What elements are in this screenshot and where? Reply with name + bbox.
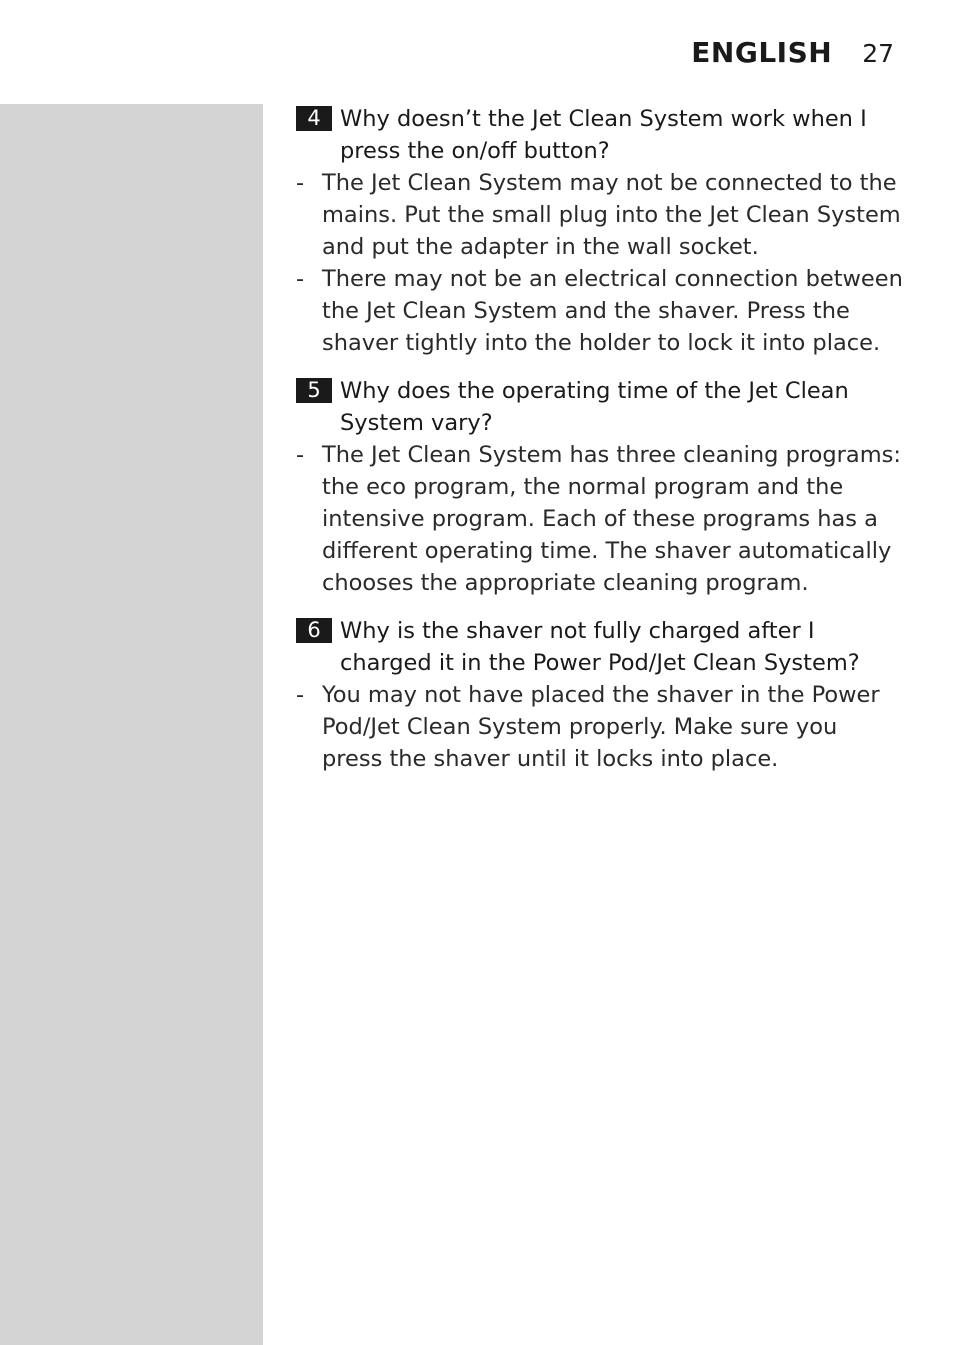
- question-text: Why doesn’t the Jet Clean System work when I press the on/off button?: [340, 106, 867, 164]
- answer-text: The Jet Clean System may not be connected to the mains. Put the small plug into the Jet Clean System and put the adapter in the wall socket.: [322, 170, 901, 260]
- answer-item: [296, 167, 904, 263]
- answer-item: [296, 263, 904, 359]
- answer-text: The Jet Clean System has three cleaning programs: the eco program, the normal program and the intensive program. Each of these programs has a different operating time. The shaver automatically chooses the appropriate cleaning program.: [322, 442, 901, 596]
- faq-question: [296, 615, 904, 679]
- faq-section-6: [296, 615, 904, 775]
- dash-bullet: -: [296, 442, 305, 468]
- answer-list: [296, 167, 904, 359]
- side-panel: [0, 104, 263, 1345]
- answer-text: There may not be an electrical connection between the Jet Clean System and the shaver. Press the shaver tightly into the holder to lock it into place.: [322, 266, 903, 356]
- faq-section-5: [296, 375, 904, 599]
- answer-item: [296, 439, 904, 599]
- answer-list: [296, 679, 904, 775]
- dash-bullet: -: [296, 682, 305, 708]
- page-number: 27: [862, 39, 894, 68]
- language-heading: ENGLISH: [691, 36, 833, 69]
- question-text: Why does the operating time of the Jet Clean System vary?: [340, 378, 849, 436]
- question-number-badge: 4: [296, 106, 332, 131]
- question-number-badge: 6: [296, 618, 332, 643]
- answer-list: [296, 439, 904, 599]
- answer-item: [296, 679, 904, 775]
- troubleshooting-content: [296, 103, 904, 791]
- question-text: Why is the shaver not fully charged after I charged it in the Power Pod/Jet Clean System?: [340, 618, 860, 676]
- dash-bullet: -: [296, 170, 305, 196]
- answer-text: You may not have placed the shaver in the Power Pod/Jet Clean System properly. Make sure you press the shaver until it locks into place.: [322, 682, 880, 772]
- question-number-badge: 5: [296, 378, 332, 403]
- dash-bullet: -: [296, 266, 305, 292]
- page-header: [691, 36, 894, 69]
- faq-question: [296, 103, 904, 167]
- faq-section-4: [296, 103, 904, 359]
- faq-question: [296, 375, 904, 439]
